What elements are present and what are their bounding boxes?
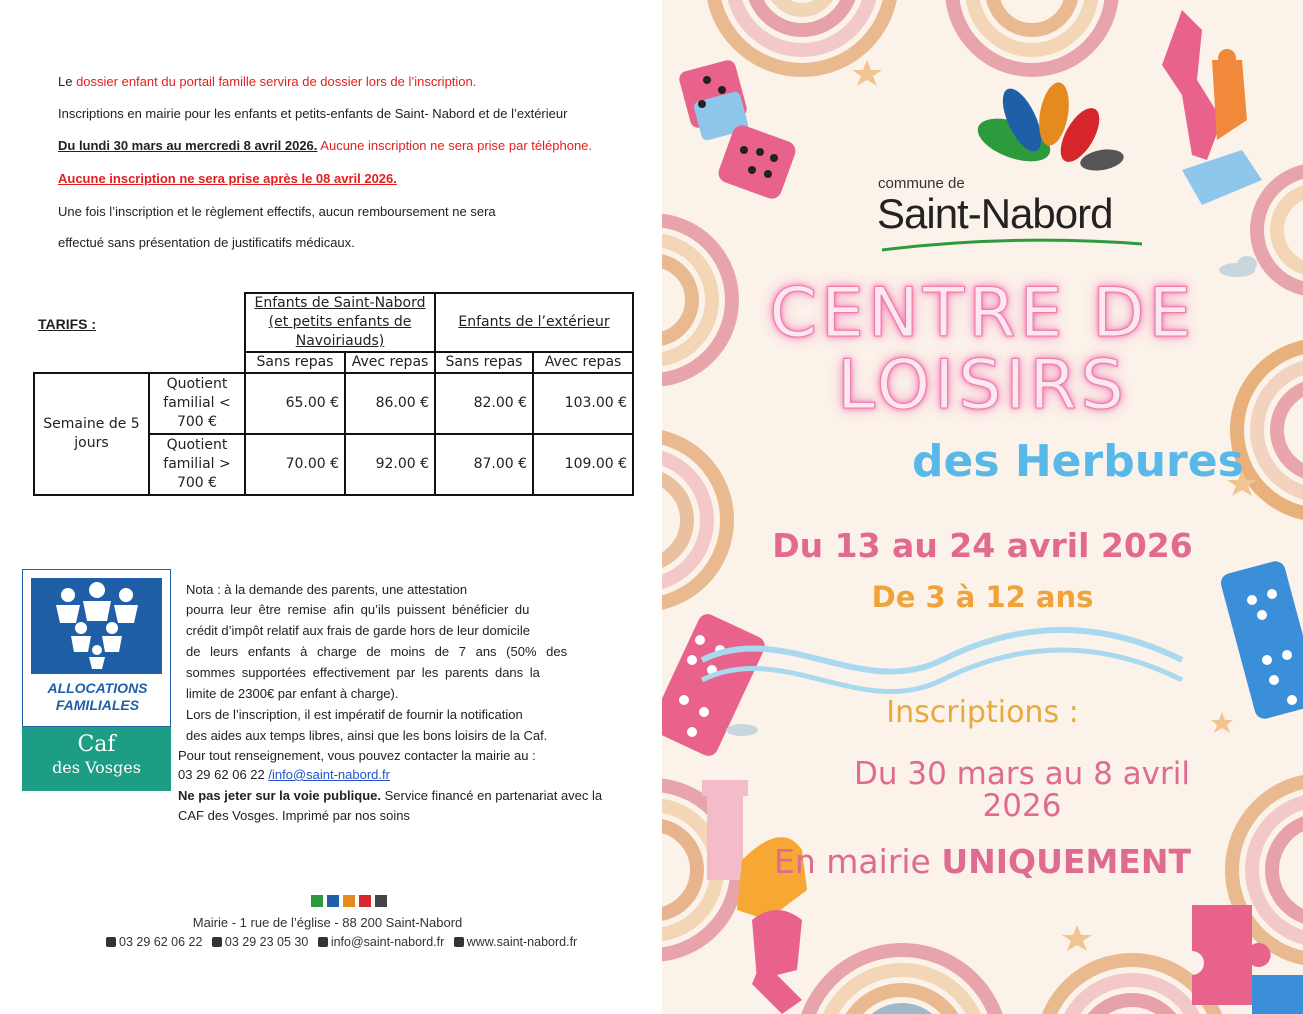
row-label-semaine: Semaine de 5 jours: [34, 373, 149, 495]
nota-l8: des aides aux temps libres, ainsi que les bons loisirs de la Caf.: [186, 728, 548, 743]
poster-mairie: [662, 842, 1303, 881]
no-phone-notice: Aucune inscription ne sera prise par téléphone.: [317, 138, 593, 153]
nota-l3: crédit d’impôt relatif aux frais de garde hors de leur domicile: [186, 623, 530, 638]
poster-ages: De 3 à 12 ans: [871, 580, 1094, 614]
header-exterieur: [435, 293, 633, 352]
intro-line-1: [58, 74, 476, 89]
caf-sub: des Vosges: [52, 758, 141, 777]
poster-title-line1: CENTRE DE: [769, 274, 1196, 353]
poster-subtitle: des Herbures: [912, 436, 1244, 487]
logo-swoosh: [882, 238, 1142, 252]
col-avec-repas-1: Avec repas: [345, 352, 435, 373]
nota-l9: Pour tout renseignement, vous pouvez contacter la mairie au :: [178, 748, 536, 763]
poster-inscriptions-dates: Du 30 mars au 8 avril 2026: [853, 756, 1190, 824]
price-cell: 109.00 €: [533, 434, 633, 495]
tarifs-table: [33, 292, 634, 496]
square-gray: [375, 895, 387, 907]
email-icon: [318, 937, 328, 947]
color-squares: [311, 894, 391, 912]
footer-email: info@saint-nabord.fr: [330, 935, 445, 949]
nota-l11: [178, 788, 602, 803]
price-cell: 87.00 €: [435, 434, 533, 495]
intro-red-text: dossier enfant du portail famille servira de dossier lors de l’inscription.: [76, 74, 477, 89]
nota-contact: [178, 767, 390, 782]
phone-icon: [106, 937, 116, 947]
price-cell: 86.00 €: [345, 373, 435, 434]
square-green: [311, 895, 323, 907]
intro-line-2: Inscriptions en mairie pour les enfants et petits-enfants de Saint- Nabord et de l’extérieur: [58, 106, 568, 121]
caf-line2: FAMILIALES: [55, 697, 140, 713]
intro-line-5: Une fois l’inscription et le règlement effectifs, aucun remboursement ne sera: [58, 204, 496, 219]
nota-l7: Lors de l’inscription, il est impératif de fournir la notification: [186, 707, 523, 722]
deadline-notice: Aucune inscription ne sera prise après le 08 avril 2026.: [58, 171, 397, 186]
nota-l12: CAF des Vosges. Imprimé par nos soins: [178, 808, 410, 823]
poster-mairie-bold: UNIQUEMENT: [941, 842, 1191, 881]
caf-allocations-text: [23, 680, 172, 714]
nota-l1: Nota : à la demande des parents, une attestation: [186, 582, 468, 597]
caf-logo-bottom: [22, 727, 171, 791]
caf-name: Caf: [77, 732, 116, 757]
intro-prefix: Le: [58, 74, 77, 89]
poster-mairie-prefix: En mairie: [774, 842, 942, 881]
price-cell: 65.00 €: [245, 373, 345, 434]
nota-email-link[interactable]: /info@saint-nabord.fr: [268, 767, 390, 782]
price-cell: 103.00 €: [533, 373, 633, 434]
saint-nabord-flower-logo: [962, 80, 1142, 190]
footer-contacts: [100, 935, 577, 949]
empty-corner-2: [34, 352, 245, 373]
fax-icon: [212, 937, 222, 947]
nota-l11-rest: Service financé en partenariat avec la: [381, 788, 603, 803]
footer-tel: 03 29 62 06 22: [119, 935, 203, 949]
price-cell: 82.00 €: [435, 373, 533, 434]
nota-l2: pourra leur être remise afin qu’ils puissent bénéficier du: [186, 602, 530, 617]
nota-no-litter: Ne pas jeter sur la voie publique.: [178, 788, 382, 803]
footer-address: Mairie - 1 rue de l’église - 88 200 Saint-Nabord: [192, 915, 463, 930]
col-sans-repas-2: Sans repas: [435, 352, 533, 373]
nota-l4: de leurs enfants à charge de moins de 7 ans (50% des: [186, 644, 568, 659]
qf-high: Quotient familial > 700 €: [149, 434, 245, 495]
poster-dates: Du 13 au 24 avril 2026: [772, 526, 1193, 565]
square-blue: [327, 895, 339, 907]
caf-logo: [22, 569, 171, 791]
nota-l6: limite de 2300€ par enfant à charge).: [186, 686, 399, 701]
footer-fax: 03 29 23 05 30: [224, 935, 309, 949]
web-icon: [454, 937, 464, 947]
poster-title-line2: LOISIRS: [837, 346, 1128, 425]
caf-logo-top: [22, 569, 171, 727]
saint-nabord-label: Saint-Nabord: [877, 190, 1113, 237]
header-exterieur-text: Enfants de l’extérieur: [458, 314, 610, 330]
caf-line1: ALLOCATIONS: [47, 680, 148, 696]
col-avec-repas-2: Avec repas: [533, 352, 633, 373]
intro-line-6: effectué sans présentation de justificatifs médicaux.: [58, 235, 355, 250]
caf-family-icon: [23, 570, 170, 680]
square-orange: [343, 895, 355, 907]
qf-low: Quotient familial < 700 €: [149, 373, 245, 434]
poster-inscriptions-label: Inscriptions :: [886, 695, 1079, 730]
intro-line-3: [58, 138, 592, 153]
col-sans-repas-1: Sans repas: [245, 352, 345, 373]
price-cell: 92.00 €: [345, 434, 435, 495]
tarifs-label: TARIFS :: [38, 316, 97, 332]
price-cell: 70.00 €: [245, 434, 345, 495]
empty-corner: [34, 293, 245, 352]
square-red: [359, 895, 371, 907]
header-saint-nabord: [245, 293, 435, 352]
nota-l5: sommes supportées effectivement par les parents dans la: [186, 665, 540, 680]
poster: [662, 0, 1303, 1014]
registration-dates: Du lundi 30 mars au mercredi 8 avril 2026.: [58, 138, 318, 153]
commune-label: commune de: [878, 175, 965, 192]
footer-web: www.saint-nabord.fr: [466, 935, 578, 949]
header-saint-nabord-text: Enfants de Saint-Nabord (et petits enfants de Navoiriauds): [254, 295, 426, 349]
nota-phone: 03 29 62 06 22: [178, 767, 269, 782]
